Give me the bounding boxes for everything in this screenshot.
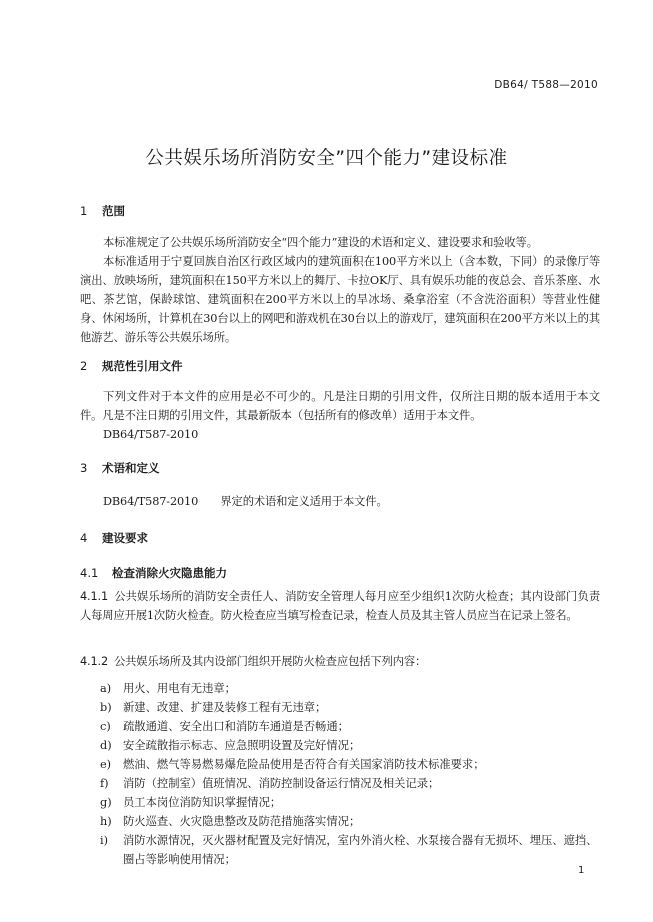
section-number: 3 bbox=[80, 461, 88, 475]
section-1-heading bbox=[80, 203, 600, 219]
section-number: 1 bbox=[80, 204, 88, 218]
list-item bbox=[100, 755, 605, 774]
section-3-paragraph: DB64/T587-2010 界定的术语和定义适用于本文件。 bbox=[103, 495, 388, 508]
section-title: 规范性引用文件 bbox=[102, 359, 183, 373]
section-number: 4 bbox=[80, 531, 88, 545]
item-label: f) bbox=[100, 777, 109, 790]
item-label: a) bbox=[100, 682, 112, 695]
item-label: c) bbox=[100, 720, 111, 733]
clause-4-1-2 bbox=[80, 652, 600, 671]
list-item bbox=[100, 698, 605, 717]
section-2-paragraph: 下列文件对于本文件的应用是必不可少的。凡是注日期的引用文件，仅所注日期的版本适用于本文件。凡是不注日期的引用文件，其最新版本（包括所有的修改单）适用于本文件。 bbox=[80, 390, 600, 422]
item-label: b) bbox=[100, 701, 112, 714]
item-text: 新建、改建、扩建及装修工程有无违章； bbox=[123, 701, 327, 714]
list-item bbox=[100, 717, 605, 736]
subsection-number: 4.1 bbox=[80, 566, 99, 580]
item-text: 员工本岗位消防知识掌握情况； bbox=[123, 796, 282, 809]
document-title: 公共娱乐场所消防安全”四个能力”建设标准 bbox=[145, 148, 508, 169]
clause-number: 4.1.2 bbox=[80, 655, 108, 668]
list-item bbox=[100, 793, 605, 812]
item-text: 燃油、燃气等易燃易爆危险品使用是否符合有关国家消防技术标准要求； bbox=[123, 758, 485, 771]
item-label: d) bbox=[100, 739, 112, 752]
section-number: 2 bbox=[80, 359, 88, 373]
list-item bbox=[100, 679, 605, 698]
section-title: 范围 bbox=[102, 204, 126, 218]
item-text: 用火、用电有无违章； bbox=[123, 682, 236, 695]
section-4-heading bbox=[80, 530, 600, 546]
standard-code: DB64/ T588—2010 bbox=[494, 79, 598, 91]
section-1-paragraph-1: 本标准规定了公共娱乐场所消防安全“四个能力”建设的术语和定义、建设要求和验收等。 bbox=[103, 236, 538, 249]
subsection-4-1-heading bbox=[80, 565, 600, 581]
item-text: 消防水源情况，灭火器材配置及完好情况，室内外消火栓、水泵接合器有无损坏、埋压、遮挡、圈占等影响使用情况； bbox=[123, 834, 598, 866]
subsection-title: 检查消除火灾隐患能力 bbox=[112, 566, 228, 580]
clause-text: 公共娱乐场所及其内设部门组织开展防火检查应包括下列内容： bbox=[114, 655, 427, 668]
item-label: h) bbox=[100, 815, 112, 828]
section-1-paragraph-2: 本标准适用于宁夏回族自治区行政区域内的建筑面积在100平方米以上（含本数，下同）的录像厅等演出、放映场所，建筑面积在150平方米以上的舞厅、卡拉OK厅、具有娱乐功能的夜总会、音乐茶座、水吧、茶艺馆，保龄球馆、建筑面积在200平方米以上的旱冰场、桑拿浴室（不含洗浴面积）等营业性健身、休闲场所，计算机在30台以上的网吧和游戏机在30台以上的游戏厅，建筑面积在200平方米以上的其他游艺、游乐等公共娱乐场所。 bbox=[80, 255, 600, 344]
normative-reference: DB64/T587-2010 bbox=[103, 428, 199, 441]
inspection-items-list bbox=[100, 679, 605, 869]
clause-4-1-1 bbox=[80, 587, 600, 625]
item-label: i) bbox=[100, 834, 109, 847]
clause-number: 4.1.1 bbox=[80, 590, 108, 603]
list-item bbox=[100, 774, 605, 793]
clause-text: 公共娱乐场所的消防安全责任人、消防安全管理人每月应至少组织1次防火检查；其内设部门负责人每周应开展1次防火检查。防火检查应当填写检查记录，检查人员及其主管人员应当在记录上签名。 bbox=[80, 590, 600, 622]
item-text: 疏散通道、安全出口和消防车通道是否畅通； bbox=[123, 720, 349, 733]
item-text: 消防（控制室）值班情况、消防控制设备运行情况及相关记录； bbox=[123, 777, 440, 790]
list-item bbox=[100, 831, 605, 869]
list-item bbox=[100, 736, 605, 755]
section-3-heading bbox=[80, 460, 600, 476]
page-number: 1 bbox=[578, 865, 585, 876]
section-2-heading bbox=[80, 358, 600, 374]
item-text: 防火巡查、火灾隐患整改及防范措施落实情况； bbox=[123, 815, 361, 828]
section-title: 术语和定义 bbox=[102, 461, 160, 475]
list-item bbox=[100, 812, 605, 831]
section-title: 建设要求 bbox=[102, 531, 149, 545]
item-label: g) bbox=[100, 796, 112, 809]
item-label: e) bbox=[100, 758, 112, 771]
item-text: 安全疏散指示标志、应急照明设置及完好情况； bbox=[123, 739, 361, 752]
